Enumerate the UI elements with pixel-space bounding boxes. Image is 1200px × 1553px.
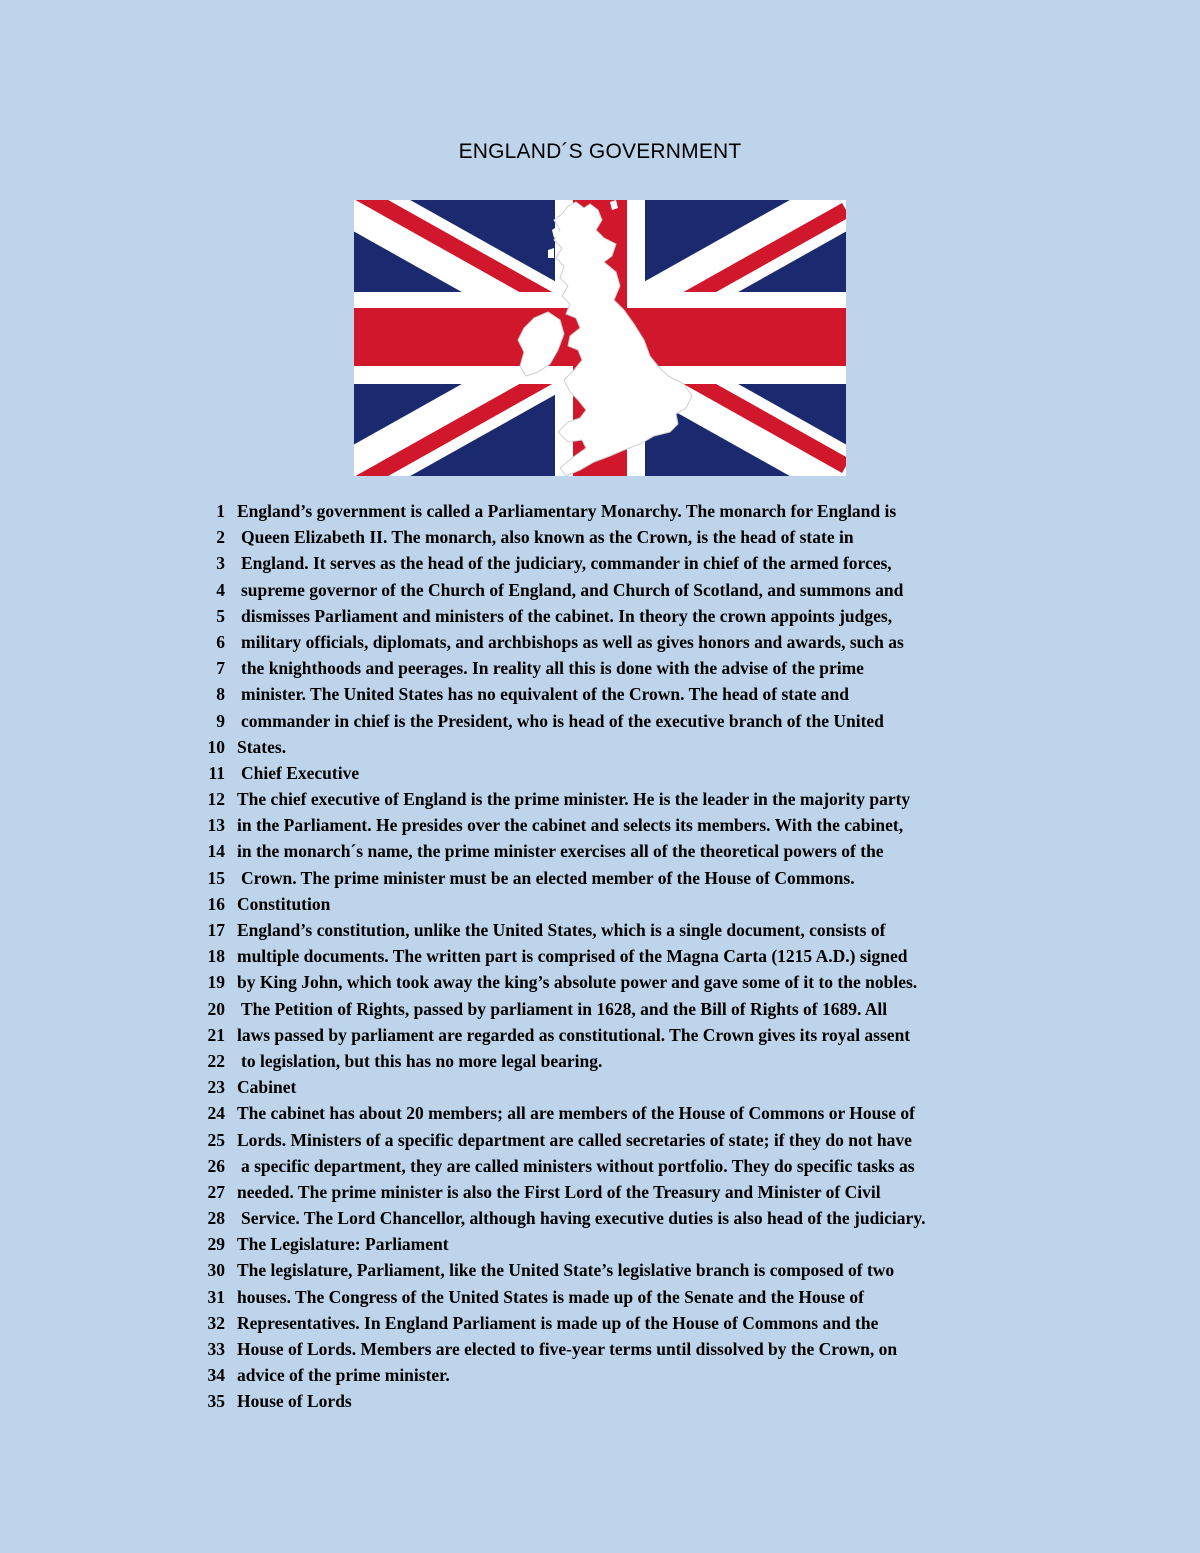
line-text: House of Lords. Members are elected to five-year terms until dissolved by the Crown, on [237, 1339, 898, 1359]
line-text: commander in chief is the President, who is head of the executive branch of the United [241, 710, 884, 731]
line-number: 20 [207, 998, 225, 1019]
text-line [0, 1205, 1200, 1231]
line-text: to legislation, but this has no more legal bearing. [241, 1050, 603, 1071]
text-line [0, 603, 1200, 629]
line-number: 1 [216, 501, 225, 521]
line-number: 18 [207, 946, 225, 967]
numbered-text-body [0, 498, 1200, 1415]
line-text: Constitution [237, 893, 331, 914]
line-text: in the Parliament. He presides over the cabinet and selects its members. With the cabinet, [237, 815, 904, 836]
line-text: The legislature, Parliament, like the United State’s legislative branch is composed of two [237, 1260, 895, 1281]
text-line [0, 786, 1200, 812]
line-number: 22 [207, 1050, 225, 1071]
line-text: dismisses Parliament and ministers of the cabinet. In theory the crown appoints judges, [241, 605, 893, 626]
line-text: Service. The Lord Chancellor, although having executive duties is also head of the judiciary. [241, 1208, 926, 1229]
line-number: 16 [207, 893, 225, 914]
text-line [0, 498, 1200, 524]
union-jack-map-image [354, 200, 846, 476]
line-text: The Petition of Rights, passed by parliament in 1628, and the Bill of Rights of 1689. All [241, 998, 888, 1019]
line-text: The cabinet has about 20 members; all are members of the House of Commons or House of [237, 1103, 915, 1124]
text-line [0, 1048, 1200, 1074]
text-line [0, 760, 1200, 786]
line-text: the knighthoods and peerages. In reality all this is done with the advise of the prime [241, 658, 864, 679]
line-number: 11 [208, 762, 225, 783]
line-text: needed. The prime minister is also the First Lord of the Treasury and Minister of Civil [237, 1181, 881, 1202]
line-text: Cabinet [237, 1077, 297, 1098]
line-text: Crown. The prime minister must be an elected member of the House of Commons. [241, 867, 855, 888]
line-number: 15 [207, 867, 225, 888]
line-number: 9 [216, 710, 225, 731]
line-number: 13 [207, 815, 225, 836]
line-text: minister. The United States has no equivalent of the Crown. The head of state and [241, 684, 850, 705]
text-line [0, 681, 1200, 707]
text-line [0, 1100, 1200, 1126]
line-number: 29 [207, 1234, 225, 1255]
text-line [0, 577, 1200, 603]
line-number: 23 [207, 1077, 225, 1098]
line-number: 26 [207, 1155, 225, 1176]
text-line [0, 917, 1200, 943]
line-number: 10 [207, 736, 225, 757]
line-number: 3 [216, 553, 225, 574]
line-number: 25 [207, 1129, 225, 1150]
text-line [0, 838, 1200, 864]
line-number: 35 [207, 1391, 225, 1412]
line-number: 34 [207, 1365, 225, 1386]
text-line [0, 1257, 1200, 1283]
text-line [0, 943, 1200, 969]
line-number: 2 [216, 527, 225, 548]
page-title: ENGLAND´S GOVERNMENT [458, 140, 742, 163]
line-text: England’s constitution, unlike the United States, which is a single document, consists of [237, 920, 886, 940]
line-text: houses. The Congress of the United States is made up of the Senate and the House of [237, 1286, 864, 1307]
line-text: laws passed by parliament are regarded as constitutional. The Crown gives its royal assent [237, 1024, 911, 1045]
line-number: 5 [216, 605, 225, 626]
line-number: 14 [207, 841, 225, 862]
text-line [0, 1336, 1200, 1362]
line-text: Chief Executive [241, 762, 360, 783]
text-line [0, 734, 1200, 760]
text-line [0, 891, 1200, 917]
text-line [0, 969, 1200, 995]
text-line [0, 996, 1200, 1022]
text-line [0, 1022, 1200, 1048]
line-number: 27 [207, 1181, 225, 1202]
line-text: a specific department, they are called ministers without portfolio. They do specific tasks as [241, 1155, 915, 1176]
line-text: Queen Elizabeth II. The monarch, also known as the Crown, is the head of state in [241, 527, 854, 548]
line-text: advice of the prime minister. [237, 1365, 450, 1386]
text-line [0, 629, 1200, 655]
text-line [0, 1284, 1200, 1310]
line-number: 8 [216, 684, 225, 705]
text-line [0, 812, 1200, 838]
text-line [0, 1388, 1200, 1414]
line-number: 6 [216, 631, 225, 652]
line-text: in the monarch´s name, the prime minister exercises all of the theoretical powers of the [237, 841, 884, 862]
line-text: England. It serves as the head of the judiciary, commander in chief of the armed forces, [241, 553, 892, 574]
line-number: 31 [207, 1286, 225, 1307]
line-text: military officials, diplomats, and archbishops as well as gives honors and awards, such as [241, 631, 904, 652]
text-line [0, 1127, 1200, 1153]
text-line [0, 1231, 1200, 1257]
line-text: supreme governor of the Church of England, and Church of Scotland, and summons and [241, 579, 904, 600]
text-line [0, 524, 1200, 550]
line-text: House of Lords [237, 1391, 352, 1412]
text-line [0, 1074, 1200, 1100]
line-number: 12 [207, 789, 225, 810]
text-line [0, 708, 1200, 734]
line-number: 19 [207, 972, 225, 993]
line-number: 24 [207, 1103, 225, 1124]
text-line [0, 655, 1200, 681]
line-number: 33 [207, 1339, 225, 1359]
text-line [0, 1179, 1200, 1205]
line-text: Lords. Ministers of a specific department are called secretaries of state; if they do not have [237, 1129, 912, 1150]
line-number: 28 [207, 1208, 225, 1229]
text-line [0, 1310, 1200, 1336]
line-number: 32 [207, 1312, 225, 1333]
line-text: The Legislature: Parliament [237, 1234, 449, 1255]
line-number: 4 [216, 579, 225, 600]
text-line [0, 865, 1200, 891]
line-text: multiple documents. The written part is comprised of the Magna Carta (1215 A.D.) signed [237, 946, 908, 967]
line-text: The chief executive of England is the prime minister. He is the leader in the majority party [237, 789, 911, 810]
line-number: 7 [216, 658, 225, 679]
text-line [0, 1362, 1200, 1388]
line-text: States. [237, 736, 287, 757]
line-text: by King John, which took away the king’s absolute power and gave some of it to the nobles. [237, 972, 918, 993]
text-line [0, 1153, 1200, 1179]
line-text: Representatives. In England Parliament is made up of the House of Commons and the [237, 1312, 879, 1333]
line-number: 30 [207, 1260, 225, 1281]
text-line [0, 550, 1200, 576]
line-number: 17 [207, 920, 225, 940]
line-number: 21 [207, 1024, 225, 1045]
line-text: England’s government is called a Parliamentary Monarchy. The monarch for England is [237, 501, 897, 521]
